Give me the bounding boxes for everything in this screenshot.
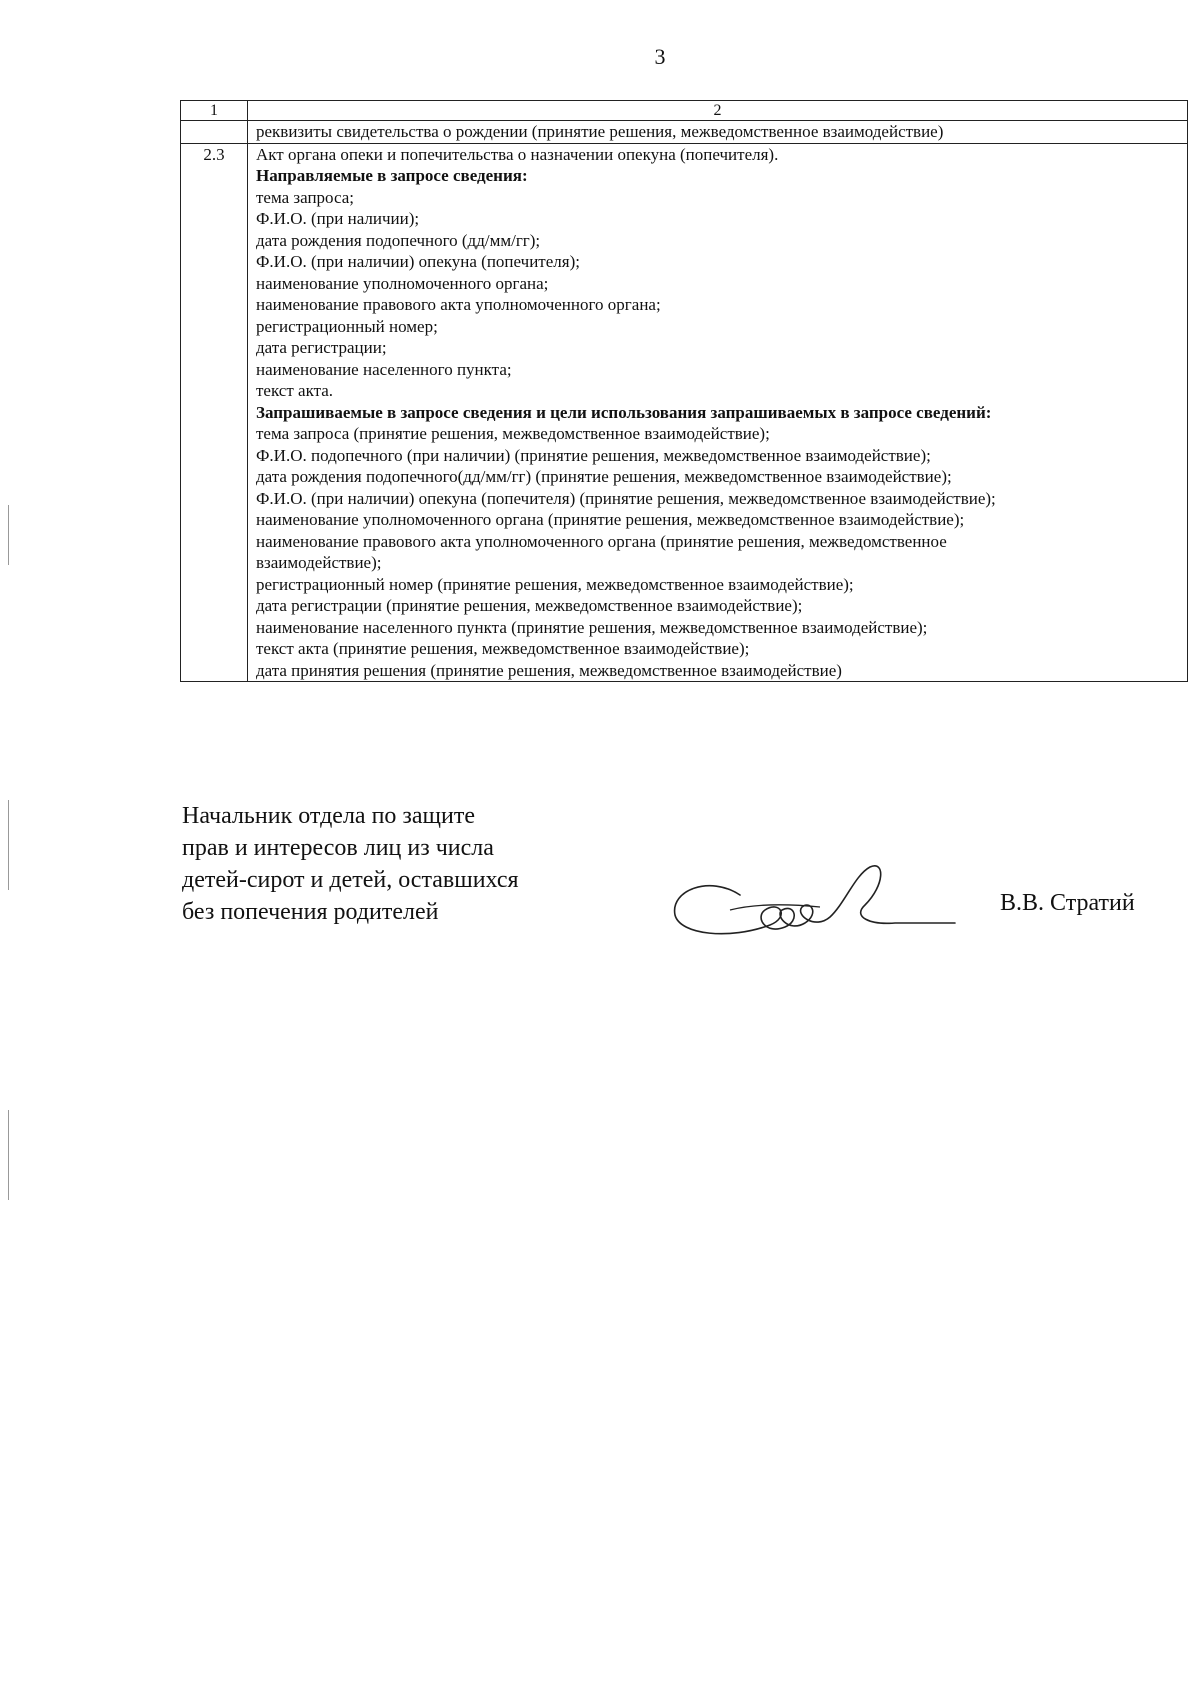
- header-col-1: 1: [181, 101, 248, 121]
- list-item: дата принятия решения (принятие решения, межведомственное взаимодействие): [256, 660, 842, 680]
- table-header-row: [181, 101, 1188, 121]
- list-item: Ф.И.О. подопечного (при наличии) (принятие решения, межведомственное взаимодействие);: [256, 445, 931, 465]
- list-item: дата рождения подопечного(дд/мм/гг) (принятие решения, межведомственное взаимодействие);: [256, 467, 952, 486]
- list-item: наименование населенного пункта (принятие решения, межведомственное взаимодействие);: [256, 617, 928, 637]
- list-item: дата регистрации;: [256, 338, 387, 357]
- handwritten-signature: [670, 855, 960, 950]
- list-item: тема запроса (принятие решения, межведомственное взаимодействие);: [256, 424, 770, 443]
- signatory-position: [182, 800, 622, 928]
- requirements-table: [180, 100, 1188, 682]
- sent-heading: Направляемые в запросе сведения:: [256, 166, 528, 185]
- requested-heading: Запрашиваемые в запросе сведения и цели использования запрашиваемых в запросе сведений:: [256, 402, 992, 422]
- sent-items-list: [256, 187, 1179, 402]
- signer-name: В.В. Стратий: [1000, 890, 1135, 916]
- scan-artifact: [8, 1110, 9, 1200]
- position-line: детей-сирот и детей, оставшихся: [182, 867, 519, 893]
- list-item: наименование уполномоченного органа (принятие решения, межведомственное взаимодействие);: [256, 510, 965, 529]
- list-item: Ф.И.О. (при наличии) опекуна (попечителя) (принятие решения, межведомственное взаимодействие);: [256, 488, 996, 508]
- header-col-2: 2: [248, 101, 1188, 121]
- row-number: 2.3: [181, 143, 248, 682]
- scan-artifact: [8, 505, 9, 565]
- table-row-2-3: [181, 143, 1188, 682]
- row-title: Акт органа опеки и попечительства о назначении опекуна (попечителя).: [256, 144, 779, 164]
- list-item: наименование правового акта уполномоченного органа (принятие решения, межведомственное: [256, 531, 947, 551]
- list-item: текст акта.: [256, 381, 334, 400]
- continuation-number-cell: [181, 121, 248, 144]
- list-item: Ф.И.О. (при наличии);: [256, 209, 420, 228]
- list-item: наименование уполномоченного органа;: [256, 273, 549, 293]
- continuation-text: реквизиты свидетельства о рождении (принятие решения, межведомственное взаимодействие): [248, 121, 1188, 144]
- scan-artifact: [8, 800, 9, 890]
- list-item: регистрационный номер (принятие решения, межведомственное взаимодействие);: [256, 574, 854, 594]
- list-item: текст акта (принятие решения, межведомственное взаимодействие);: [256, 639, 750, 658]
- position-line: прав и интересов лиц из числа: [182, 835, 494, 861]
- list-item: регистрационный номер;: [256, 316, 438, 336]
- position-line: без попечения родителей: [182, 899, 439, 925]
- list-item: дата регистрации (принятие решения, межведомственное взаимодействие);: [256, 596, 803, 615]
- position-line: Начальник отдела по защите: [182, 803, 476, 829]
- list-item: взаимодействие);: [256, 553, 382, 572]
- list-item: тема запроса;: [256, 187, 354, 207]
- table-row-continuation: [181, 121, 1188, 144]
- page-number: 3: [654, 44, 666, 69]
- row-content: [248, 143, 1188, 682]
- list-item: дата рождения подопечного (дд/мм/гг);: [256, 230, 541, 250]
- list-item: Ф.И.О. (при наличии) опекуна (попечителя);: [256, 252, 580, 271]
- list-item: наименование населенного пункта;: [256, 359, 512, 379]
- list-item: наименование правового акта уполномоченного органа;: [256, 295, 661, 314]
- requested-items-list: [256, 423, 1179, 681]
